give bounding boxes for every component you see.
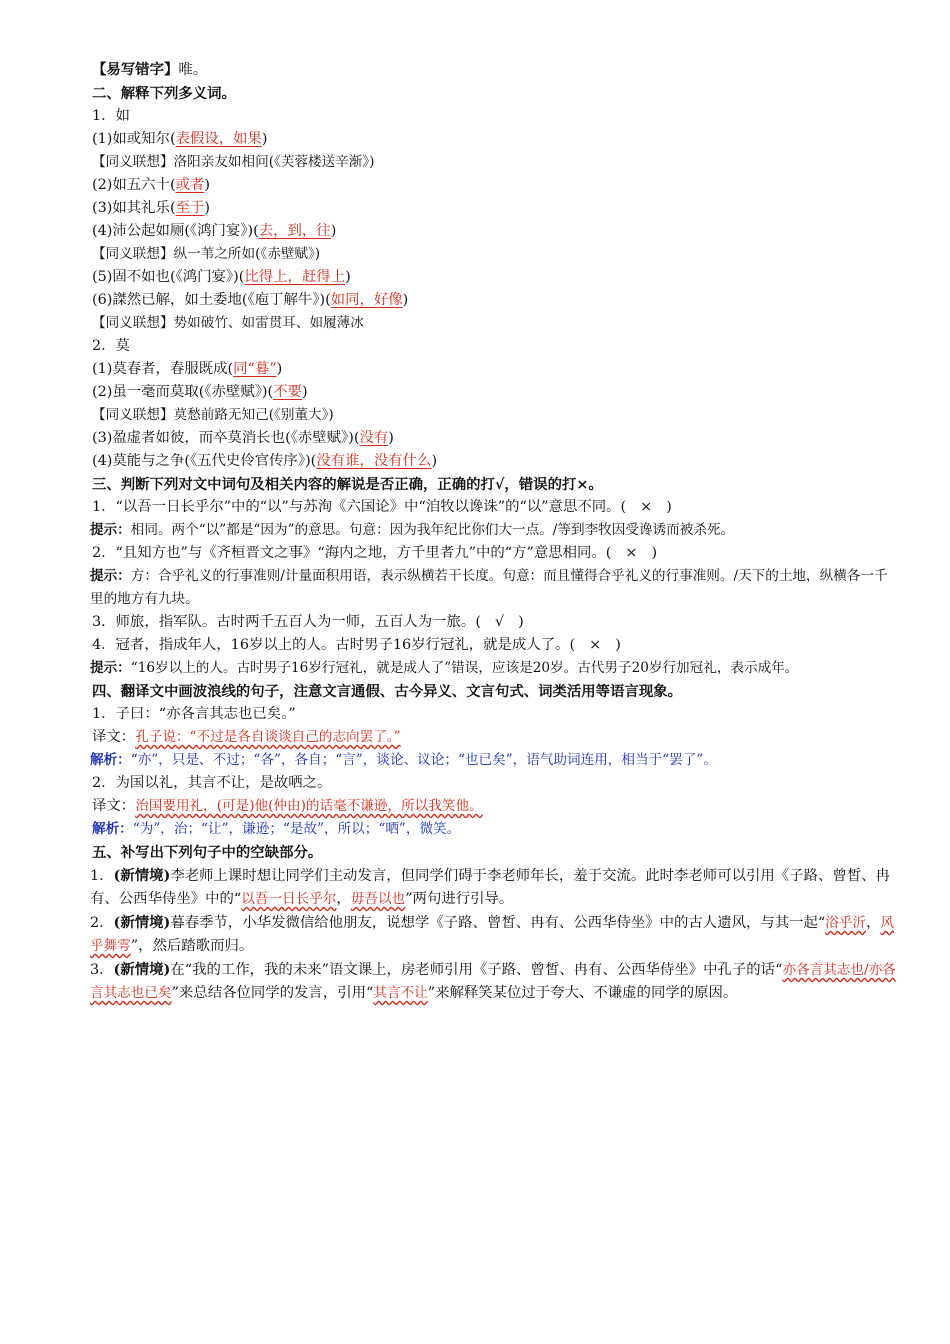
item-close: ): [204, 200, 210, 216]
judge-hint: [60, 657, 900, 680]
item-text: (5)固不如也(《鸿门宴》)(: [92, 269, 245, 285]
judge-item: [60, 634, 900, 657]
fill-answer: 其言不让: [373, 985, 428, 1001]
translate-sentence: 2．为国以礼，其言不让，是故哂之。: [92, 775, 332, 791]
item-close: ): [261, 131, 268, 147]
word-2-heading: 2．莫: [92, 338, 130, 354]
fill-text: 暮春季节，小华发微信给他朋友，说想学《子路、曾皙、冉有、公西华侍坐》中的古人遗风，与其一起“: [170, 915, 826, 931]
fill-answer: 以吾一日长乎尔: [241, 891, 337, 907]
translation-label: 译文：: [92, 798, 136, 814]
answer: 没有谁，没有什么: [316, 453, 432, 469]
fill-num: 3．: [90, 962, 114, 978]
item-text: (2)虽一毫而莫取(《赤壁赋》)(: [92, 384, 274, 400]
answer: 不要: [273, 384, 302, 400]
answer: 同“暮”: [233, 361, 277, 377]
fill-text: ”来解释笑某位过于夸大、不谦虚的同学的原因。: [427, 985, 738, 1001]
synonym-note: 【同义联想】势如破竹、如雷贯耳、如履薄冰: [92, 315, 364, 331]
judge-close: ): [666, 499, 672, 515]
answer: 比得上，赶得上: [244, 269, 346, 285]
item-close: ): [388, 430, 394, 446]
fill-answer: 亦各言其志也/亦各言其志也已矣: [90, 962, 896, 1001]
item-close: ): [276, 361, 283, 377]
hint-label: 提示：: [90, 568, 131, 584]
word-2-item: [60, 381, 900, 404]
answer: 去，到，往: [258, 223, 331, 239]
fill-tag: (新情境): [113, 867, 171, 884]
fill-text: 在“我的工作，我的未来”语文课上，房老师引用《子路、曾皙、冉有、公西华侍坐》中孔子的话“: [170, 962, 783, 978]
translation-label: 译文：: [92, 729, 136, 745]
hint-label: 提示：: [90, 660, 131, 676]
judge-close: ): [518, 614, 524, 630]
fill-item: [60, 864, 900, 911]
hint-text: “16岁以上的人。古时男子16岁行冠礼，就是成人了”错误，应该是20岁。古代男子20岁行加冠礼，表示成年。: [130, 660, 799, 676]
fill-text: 李老师上课时想让同学们主动发言，但同学们碍于李老师年长，羞于交流。此时李老师可以引用《子路、曾皙、冉有、公西华侍坐》中的“: [90, 868, 890, 907]
word-1-item: [60, 266, 900, 289]
translation: [60, 795, 900, 818]
word-2-item: [60, 450, 900, 473]
item-close: ): [330, 223, 337, 239]
fill-text: ，: [336, 891, 351, 907]
item-text: (3)盈虚者如彼，而卒莫消长也(《赤壁赋》)(: [92, 430, 360, 446]
judge-close: ): [651, 545, 658, 561]
judge-text: 4．冠者，指成年人，16岁以上的人。古时男子16岁行冠礼，就是成人了。(: [92, 637, 576, 653]
item-close: ): [431, 453, 438, 469]
fill-text: ”来总结各位同学的发言，引用“: [171, 985, 374, 1001]
item-text: (3)如其礼乐(: [92, 200, 176, 216]
section-3-title: 三、判断下列对文中词句及相关内容的解说是否正确，正确的打√，错误的打×。: [92, 476, 603, 493]
item-close: ): [301, 384, 308, 400]
item-text: (4)沛公起如厕(《鸿门宴》)(: [92, 223, 259, 239]
word-2-item: [60, 358, 900, 381]
synonym-note: 【同义联想】莫愁前路无知己(《别董大》): [92, 407, 334, 423]
analysis: [60, 818, 900, 841]
item-close: ): [402, 292, 409, 308]
item-text: (1)莫春者，春服既成(: [92, 361, 234, 377]
document-body: [60, 58, 900, 1005]
section-2-title: 二、解释下列多义词。: [92, 85, 236, 102]
judge-text: 2．“且知方也”与《齐桓晋文之事》“海内之地，方千里者九”中的“方”意思相同。(: [92, 545, 612, 561]
word-1-item: [60, 197, 900, 220]
fill-item: [60, 958, 900, 1005]
fill-text: ，: [866, 915, 881, 931]
judge-text: 3．师旅，指军队。古时两千五百人为一师，五百人为一旅。(: [92, 614, 481, 630]
section-4-title: 四、翻译文中画波浪线的句子，注意文言通假、古今异义、文言句式、词类活用等语言现象。: [92, 683, 683, 700]
answer: 没有: [359, 430, 389, 446]
typo-label: 【易写错字】: [92, 61, 179, 78]
analysis-label: 解析：: [90, 752, 131, 768]
fill-tag: (新情境): [113, 914, 171, 931]
word-1-heading: 1．如: [92, 108, 130, 124]
answer: 表假设，如果: [175, 131, 262, 147]
fill-answer: 浴乎沂: [825, 915, 867, 931]
fill-tag: (新情境): [113, 961, 171, 978]
answer: 如同，好像: [330, 292, 403, 308]
answer: 至于: [175, 200, 205, 216]
hint-label: 提示：: [90, 522, 131, 538]
judge-text: 1．“以吾一日长乎尔”中的“以”与苏洵《六国论》中“洎牧以谗诛”的“以”意思不同。(: [92, 499, 627, 515]
judge-item: [60, 542, 900, 565]
typo-text: 唯。: [178, 62, 208, 78]
synonym-note: 【同义联想】洛阳亲友如相问(《芙蓉楼送辛渐》): [92, 154, 375, 170]
translation-answer: 治国要用礼，(可是)他(仲由)的话毫不谦逊，所以我笑他。: [135, 798, 483, 814]
judge-item: [60, 496, 900, 519]
fill-num: 2．: [90, 915, 114, 931]
fill-text: ”两句进行引导。: [405, 891, 514, 907]
analysis: [60, 749, 900, 772]
typo-note: [60, 58, 900, 82]
translate-sentence: 1．子曰：“亦各言其志也已矣。”: [92, 706, 296, 722]
item-close: ): [345, 269, 351, 285]
analysis-text: “亦”，只是、不过；“各”，各自；“言”，谈论、议论；“也已矣”，语气助词连用，相当于“罢了”。: [130, 752, 717, 768]
word-1-item: [60, 174, 900, 197]
hint-text: 相同。两个“以”都是“因为”的意思。句意：因为我年纪比你们大一点。/等到李牧因受谗诱而被杀死。: [130, 522, 735, 538]
fill-item: [60, 911, 900, 958]
fill-num: 1．: [90, 868, 114, 884]
word-1-item: [60, 289, 900, 312]
analysis-text: “为”，治；“让”，谦逊；“是故”，所以；“哂”，微笑。: [132, 821, 461, 837]
word-1-item: [60, 220, 900, 243]
synonym-note: 【同义联想】纵一苇之所如(《赤壁赋》): [92, 246, 321, 262]
item-text: (2)如五六十(: [92, 177, 176, 193]
translation-answer: 孔子说：“不过是各自谈谈自己的志向罢了。”: [135, 729, 401, 745]
judge-mark: ×: [589, 637, 602, 653]
answer: 或者: [175, 177, 205, 193]
translation: [60, 726, 900, 749]
item-close: ): [204, 177, 210, 193]
fill-text: ”，然后踏歌而归。: [130, 938, 254, 954]
judge-close: ): [615, 637, 621, 653]
item-text: (4)莫能与之争(《五代史伶官传序》)(: [92, 453, 317, 469]
judge-mark: √: [494, 614, 505, 630]
item-text: (6)謋然已解，如土委地(《庖丁解牛》)(: [92, 292, 331, 308]
word-2-item: [60, 427, 900, 450]
word-1-item: [60, 128, 900, 151]
hint-text: 方：合乎礼义的行事准则/计量面积用语，表示纵横若干长度。句意：而且懂得合乎礼义的行事准则。/天下的土地，纵横各一千里的地方有九块。: [90, 568, 888, 607]
item-text: (1)如或知尔(: [92, 131, 176, 147]
judge-mark: ×: [640, 499, 653, 515]
judge-hint: [60, 519, 900, 542]
analysis-label: 解析：: [92, 821, 133, 837]
judge-mark: ×: [625, 545, 638, 561]
judge-item: [60, 611, 900, 634]
fill-answer: 风乎舞雩: [90, 915, 895, 954]
fill-answer: 毋吾以也: [350, 891, 406, 907]
section-5-title: 五、补写出下列句子中的空缺部分。: [92, 844, 323, 861]
judge-hint: [60, 565, 900, 611]
